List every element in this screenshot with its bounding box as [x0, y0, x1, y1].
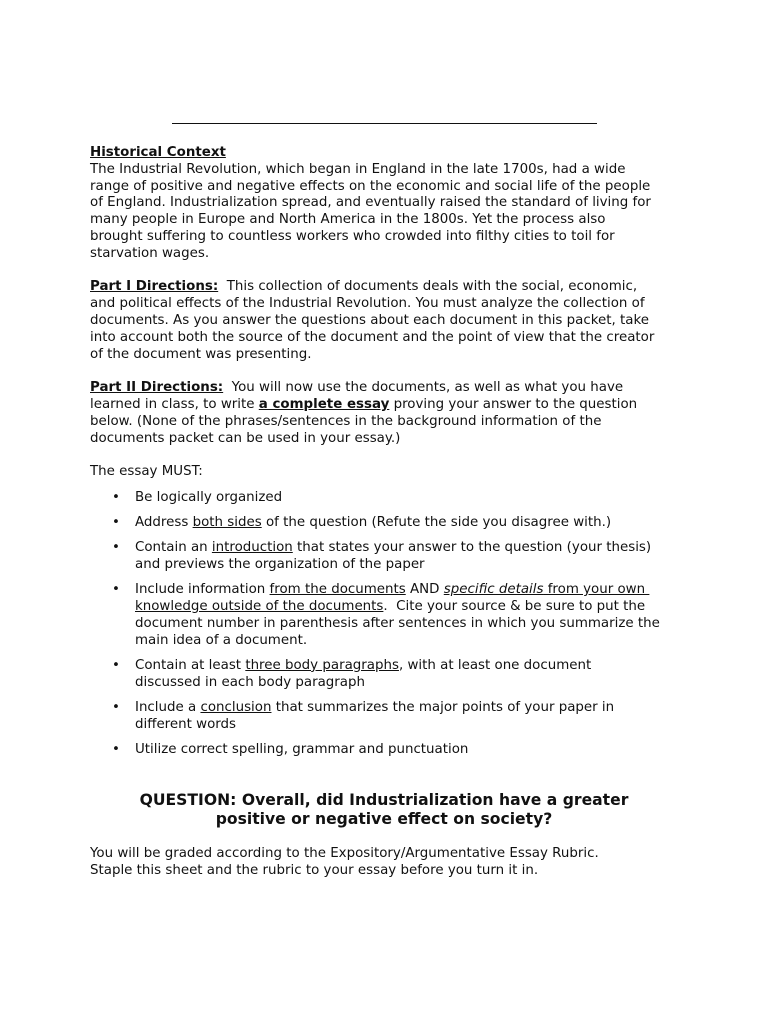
part1-line: and political effects of the Industrial Revolution. You must analyze the collection of [90, 296, 645, 312]
part2-text: learned in class, to write [90, 396, 259, 412]
requirement-text: Utilize correct spelling, grammar and punctuation [135, 741, 469, 757]
part2-text: You will now use the documents, as well as what you have [223, 380, 624, 396]
requirement-text: that states your answer to the question (your thesis) [292, 540, 652, 556]
essay-question [90, 791, 690, 830]
list-item [90, 742, 690, 759]
part2-line [90, 397, 690, 414]
specific-details-emphasis: specific details [443, 582, 544, 598]
requirement-text: document number in parenthesis after sentences in which you summarize the [135, 615, 660, 631]
historical-context-line: The Industrial Revolution, which began in England in the late 1700s, had a wide [90, 161, 626, 177]
part2-line: documents packet can be used in your essay.) [90, 430, 401, 446]
part2-directions-section [90, 380, 690, 447]
grading-line: You will be graded according to the Expository/Argumentative Essay Rubric. [90, 845, 599, 861]
document-body [90, 145, 690, 879]
requirement-text: Contain at least [135, 657, 246, 673]
part1-line [90, 279, 690, 296]
part2-line: below. (None of the phrases/sentences in the background information of the [90, 413, 602, 429]
historical-context-line: starvation wages. [90, 245, 210, 261]
historical-context-line: of England. Industrialization spread, and eventually raised the standard of living for [90, 195, 651, 211]
bullet-icon: • [112, 489, 120, 505]
part2-heading: Part II Directions: [90, 380, 224, 396]
introduction-emphasis: introduction [211, 540, 293, 556]
requirement-text: Include information [135, 582, 270, 598]
conclusion-emphasis: conclusion [200, 699, 272, 715]
own-knowledge-emphasis: knowledge outside of the documents [135, 599, 384, 615]
grading-line: Staple this sheet and the rubric to your essay before you turn it in. [90, 862, 539, 878]
both-sides-emphasis: both sides [192, 515, 262, 531]
part1-text: This collection of documents deals with the social, economic, [218, 279, 638, 295]
historical-context-line: range of positive and negative effects on the economic and social life of the people [90, 178, 651, 194]
part1-line: documents. As you answer the questions about each document in this packet, take [90, 312, 649, 328]
list-item [90, 582, 690, 649]
list-item [90, 490, 690, 507]
part1-line: into account both the source of the document and the point of view that the creator [90, 329, 655, 345]
requirement-text: Be logically organized [135, 489, 283, 505]
requirement-text: AND [405, 582, 444, 598]
bullet-icon: • [112, 515, 120, 531]
list-item [90, 540, 690, 574]
name-line [172, 123, 597, 124]
requirements-list [90, 490, 690, 759]
bullet-icon: • [112, 540, 120, 556]
three-body-paragraphs-emphasis: three body paragraphs [245, 657, 399, 673]
grading-note [90, 846, 690, 880]
requirement-text: that summarizes the major points of your paper in [271, 699, 615, 715]
part1-directions-section [90, 279, 690, 363]
essay-intro: The essay MUST: [90, 464, 203, 480]
requirement-text: discussed in each body paragraph [135, 674, 365, 690]
historical-context-heading: Historical Context [90, 145, 226, 160]
requirement-text: Include a [135, 699, 201, 715]
part2-text: proving your answer to the question [389, 396, 638, 412]
requirement-text: , with at least one document [398, 657, 592, 673]
list-item [90, 658, 690, 692]
requirement-text: of the question (Refute the side you disagree with.) [261, 515, 612, 531]
bullet-icon: • [112, 582, 120, 598]
list-item [90, 700, 690, 734]
part2-line [90, 380, 690, 397]
historical-context-line: many people in Europe and North America in the 1800s. Yet the process also [90, 212, 606, 228]
requirement-text: Address [135, 515, 193, 531]
requirement-text: different words [135, 716, 237, 732]
historical-context-line: brought suffering to countless workers who crowded into filthy cities to toil for [90, 228, 615, 244]
complete-essay-emphasis: a complete essay [258, 396, 390, 412]
essay-requirements-section [90, 464, 690, 759]
requirement-text: and previews the organization of the paper [135, 557, 425, 573]
bullet-icon: • [112, 657, 120, 673]
question-line: QUESTION: Overall, did Industrialization have a greater [139, 790, 629, 809]
requirement-text: . Cite your source & be sure to put the [383, 599, 646, 615]
from-documents-emphasis: from the documents [269, 582, 406, 598]
bullet-icon: • [112, 699, 120, 715]
requirement-text: main idea of a document. [135, 632, 308, 648]
own-knowledge-emphasis: from your own [543, 582, 650, 598]
question-line: positive or negative effect on society? [215, 810, 553, 829]
bullet-icon: • [112, 741, 120, 757]
list-item [90, 515, 690, 532]
historical-context-section [90, 145, 690, 263]
part1-line: of the document was presenting. [90, 346, 312, 362]
part1-heading: Part I Directions: [90, 279, 219, 295]
requirement-text: Contain an [135, 540, 212, 556]
